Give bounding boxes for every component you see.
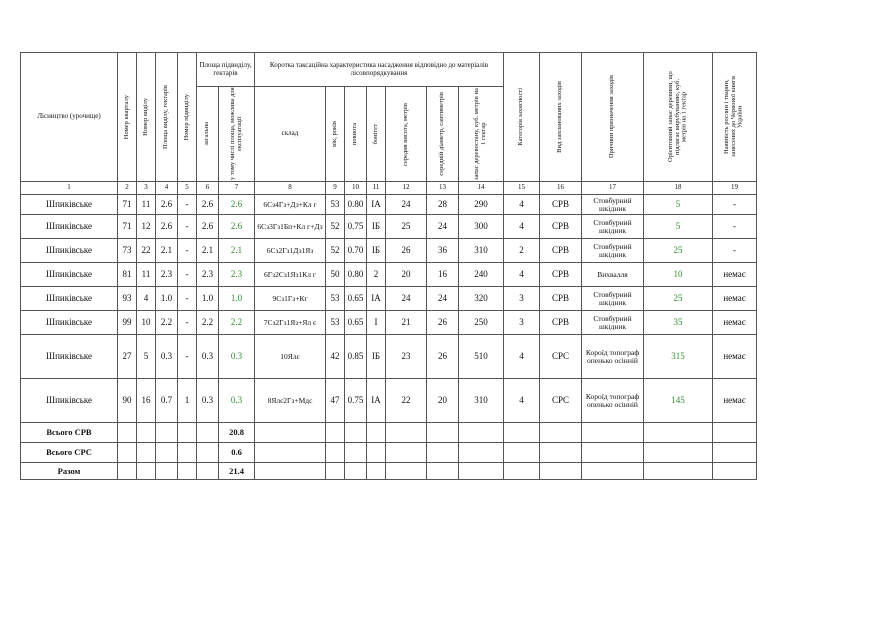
- cell-vyd-zakhodu: СРВ: [540, 287, 582, 311]
- header-oriientovnyi-zapas: Орієнтовний запас деревини, що підлягає вирубуванню, куб. метрів на 1 гектар: [666, 71, 688, 163]
- cell-vyd-zakhodu: СРВ: [540, 263, 582, 287]
- cell-sklad: 6Гз2Сз1Яз1Кл г: [255, 263, 326, 287]
- cell-vysota: 20: [386, 263, 427, 287]
- header-zapas: запас деревостану, куб. метрів на 1 гектар: [473, 88, 487, 180]
- cell-katehoriya: 2: [504, 239, 540, 263]
- header-naiavnist: Наявність рослин і тварин, занесених до Червоної книги України: [723, 76, 744, 158]
- cell-vydil: 10: [137, 311, 156, 335]
- cell-naiavnist: -: [713, 239, 757, 263]
- cell-ploshcha-zahalna: 2.6: [197, 215, 219, 239]
- header-vydil-cell: [137, 53, 156, 182]
- column-number: 3: [137, 182, 156, 195]
- cell-diametr: 24: [427, 215, 459, 239]
- column-number: 4: [156, 182, 178, 195]
- cell-bonitet: IБ: [367, 335, 386, 379]
- cell-ploshcha-ekspluatatsii: 0.3: [219, 335, 255, 379]
- cell-vydil: 22: [137, 239, 156, 263]
- cell-zapas: 240: [459, 263, 504, 287]
- cell-vysota: 24: [386, 195, 427, 215]
- cell-sklad: 10Ялє: [255, 335, 326, 379]
- cell-vydil: 16: [137, 379, 156, 423]
- cell-prychyny: Стовбурний шкідник: [582, 287, 644, 311]
- cell-diametr: 36: [427, 239, 459, 263]
- cell-povnota: 0.70: [345, 239, 367, 263]
- header-serednii-diametr-cell: [427, 87, 459, 182]
- cell-naiavnist: немає: [713, 287, 757, 311]
- cell-ploshcha-ekspluatatsii: 2.3: [219, 263, 255, 287]
- cell-vydil: 4: [137, 287, 156, 311]
- cell-zapas: 310: [459, 379, 504, 423]
- header-kvartal: Номер кварталу: [122, 94, 130, 140]
- header-u-tomu-chysli-cell: [219, 87, 255, 182]
- cell-bonitet: IБ: [367, 239, 386, 263]
- cell-oriientovnyi-zapas: 145: [644, 379, 713, 423]
- cell-kvartal: 93: [118, 287, 137, 311]
- data-rows: [21, 195, 757, 423]
- column-number: 8: [255, 182, 326, 195]
- header-zapas-cell: [459, 87, 504, 182]
- cell-sklad: 6Сз2Гз1Дз1Яз: [255, 239, 326, 263]
- column-number: 14: [459, 182, 504, 195]
- cell-oriientovnyi-zapas: 5: [644, 195, 713, 215]
- header-povnota-cell: [345, 87, 367, 182]
- header-ploshcha-pidvydilu: Площа підвиділу, гектарів: [197, 53, 255, 87]
- cell-bonitet: I: [367, 311, 386, 335]
- cell-vysota: 21: [386, 311, 427, 335]
- cell-pidvydil: -: [178, 239, 197, 263]
- total-row-srv: [21, 423, 757, 443]
- cell-vyd-zakhodu: СРВ: [540, 239, 582, 263]
- cell-vyd-zakhodu: СРВ: [540, 195, 582, 215]
- cell-zapas: 290: [459, 195, 504, 215]
- header-vydil: Номер виділу: [141, 98, 149, 136]
- cell-ploshcha-ekspluatatsii: 2.1: [219, 239, 255, 263]
- cell-vydil: 11: [137, 195, 156, 215]
- header-oriientovnyi-zapas-cell: [644, 53, 713, 182]
- cell-vik: 53: [326, 287, 345, 311]
- cell-kvartal: 27: [118, 335, 137, 379]
- table-row: [21, 335, 757, 379]
- cell-vyd-zakhodu: СРС: [540, 335, 582, 379]
- cell-sklad: 6Сз4Гз+Дз+Кл г: [255, 195, 326, 215]
- cell-oriientovnyi-zapas: 5: [644, 215, 713, 239]
- cell-pidvydil: -: [178, 195, 197, 215]
- cell-ploshcha-vydilu: 2.6: [156, 195, 178, 215]
- cell-bonitet: IА: [367, 195, 386, 215]
- cell-vydil: 5: [137, 335, 156, 379]
- total-label: Всього СРС: [21, 443, 118, 463]
- cell-kvartal: 81: [118, 263, 137, 287]
- header-serednii-diametr: середній діаметр, сантиметрів: [438, 92, 446, 176]
- cell-vysota: 23: [386, 335, 427, 379]
- cell-vik: 53: [326, 311, 345, 335]
- header-ploshcha-vydilu: Площа виділу, гектарів: [162, 85, 170, 149]
- cell-katehoriya: 3: [504, 287, 540, 311]
- total-value: 20.8: [219, 423, 255, 443]
- cell-katehoriya: 4: [504, 263, 540, 287]
- column-number: 10: [345, 182, 367, 195]
- cell-zapas: 250: [459, 311, 504, 335]
- cell-pidvydil: -: [178, 215, 197, 239]
- logging-plan-table: [20, 52, 757, 480]
- cell-oriientovnyi-zapas: 25: [644, 239, 713, 263]
- cell-ploshcha-vydilu: 1.0: [156, 287, 178, 311]
- cell-naiavnist: немає: [713, 311, 757, 335]
- cell-sklad: 7Сз2Гз1Яз+Ял є: [255, 311, 326, 335]
- header-pidvydil: Номер підвиділу: [182, 93, 190, 141]
- table-row: [21, 195, 757, 215]
- header-lisnytstvo: Лісництво (урочище): [21, 53, 118, 182]
- cell-ploshcha-zahalna: 2.6: [197, 195, 219, 215]
- header-prychyny: Причини призначення заходів: [608, 75, 616, 159]
- total-label: Всього СРВ: [21, 423, 118, 443]
- cell-vik: 52: [326, 239, 345, 263]
- cell-bonitet: IА: [367, 287, 386, 311]
- document-sheet: [20, 52, 757, 480]
- cell-povnota: 0.80: [345, 263, 367, 287]
- cell-vyd-zakhodu: СРС: [540, 379, 582, 423]
- cell-kvartal: 71: [118, 215, 137, 239]
- column-number: 12: [386, 182, 427, 195]
- cell-ploshcha-vydilu: 2.1: [156, 239, 178, 263]
- cell-vyd-zakhodu: СРВ: [540, 215, 582, 239]
- total-label: Разом: [21, 463, 118, 480]
- cell-lisnytstvo: Шпиківське: [21, 215, 118, 239]
- cell-ploshcha-vydilu: 2.6: [156, 215, 178, 239]
- cell-ploshcha-ekspluatatsii: 0.3: [219, 379, 255, 423]
- cell-pidvydil: -: [178, 311, 197, 335]
- cell-lisnytstvo: Шпиківське: [21, 263, 118, 287]
- cell-diametr: 28: [427, 195, 459, 215]
- cell-lisnytstvo: Шпиківське: [21, 379, 118, 423]
- cell-ploshcha-ekspluatatsii: 1.0: [219, 287, 255, 311]
- cell-prychyny: Вихвалля: [582, 263, 644, 287]
- cell-pidvydil: -: [178, 335, 197, 379]
- header-kvartal-cell: [118, 53, 137, 182]
- column-number: 2: [118, 182, 137, 195]
- cell-prychyny: Стовбурний шкідник: [582, 311, 644, 335]
- cell-vydil: 12: [137, 215, 156, 239]
- cell-zapas: 300: [459, 215, 504, 239]
- column-number: 15: [504, 182, 540, 195]
- column-number: 9: [326, 182, 345, 195]
- cell-zapas: 310: [459, 239, 504, 263]
- cell-bonitet: IА: [367, 379, 386, 423]
- cell-vysota: 22: [386, 379, 427, 423]
- header-katehoriya-cell: [504, 53, 540, 182]
- table-row: [21, 311, 757, 335]
- cell-naiavnist: -: [713, 215, 757, 239]
- header-bonitet: бонітет: [371, 123, 379, 145]
- column-number: 17: [582, 182, 644, 195]
- header-taksatsiya: Коротка таксаційна характеристика насадження відповідно до матеріалів лісовпорядкування: [255, 53, 504, 87]
- cell-vydil: 11: [137, 263, 156, 287]
- table-row: [21, 379, 757, 423]
- cell-vik: 53: [326, 195, 345, 215]
- cell-lisnytstvo: Шпиківське: [21, 335, 118, 379]
- cell-naiavnist: немає: [713, 335, 757, 379]
- cell-vik: 42: [326, 335, 345, 379]
- cell-povnota: 0.65: [345, 287, 367, 311]
- header-sklad: склад: [255, 87, 326, 182]
- cell-bonitet: IБ: [367, 215, 386, 239]
- cell-oriientovnyi-zapas: 35: [644, 311, 713, 335]
- cell-vysota: 26: [386, 239, 427, 263]
- table-row: [21, 287, 757, 311]
- cell-ploshcha-zahalna: 0.3: [197, 379, 219, 423]
- cell-povnota: 0.85: [345, 335, 367, 379]
- cell-povnota: 0.75: [345, 379, 367, 423]
- total-value: 0.6: [219, 443, 255, 463]
- cell-kvartal: 99: [118, 311, 137, 335]
- cell-lisnytstvo: Шпиківське: [21, 287, 118, 311]
- cell-katehoriya: 3: [504, 311, 540, 335]
- header-povnota: повнота: [351, 122, 359, 146]
- cell-prychyny: Стовбурний шкідник: [582, 195, 644, 215]
- header-prychyny-cell: [582, 53, 644, 182]
- cell-vik: 52: [326, 215, 345, 239]
- cell-naiavnist: немає: [713, 263, 757, 287]
- column-number: 6: [197, 182, 219, 195]
- cell-zapas: 320: [459, 287, 504, 311]
- column-number: 18: [644, 182, 713, 195]
- header-bonitet-cell: [367, 87, 386, 182]
- column-number: 11: [367, 182, 386, 195]
- cell-kvartal: 90: [118, 379, 137, 423]
- cell-lisnytstvo: Шпиківське: [21, 195, 118, 215]
- cell-ploshcha-zahalna: 0.3: [197, 335, 219, 379]
- cell-naiavnist: немає: [713, 379, 757, 423]
- header-zahalna: загальна: [203, 122, 211, 146]
- cell-diametr: 20: [427, 379, 459, 423]
- header-katehoriya: Категорія захисності: [517, 88, 525, 146]
- header-vik-cell: [326, 87, 345, 182]
- cell-bonitet: 2: [367, 263, 386, 287]
- cell-prychyny: Стовбурний шкідник: [582, 215, 644, 239]
- header-vik: вік, років: [330, 121, 338, 147]
- table-row: [21, 263, 757, 287]
- cell-ploshcha-vydilu: 2.2: [156, 311, 178, 335]
- cell-prychyny: Короїд топограф опенько осінній: [582, 379, 644, 423]
- cell-ploshcha-vydilu: 0.3: [156, 335, 178, 379]
- cell-lisnytstvo: Шпиківське: [21, 311, 118, 335]
- column-number: 13: [427, 182, 459, 195]
- cell-pidvydil: -: [178, 287, 197, 311]
- header-ploshcha-vydilu-cell: [156, 53, 178, 182]
- header-pidvydil-cell: [178, 53, 197, 182]
- cell-oriientovnyi-zapas: 25: [644, 287, 713, 311]
- cell-naiavnist: -: [713, 195, 757, 215]
- header-naiavnist-cell: [713, 53, 757, 182]
- column-number: 7: [219, 182, 255, 195]
- cell-kvartal: 71: [118, 195, 137, 215]
- cell-pidvydil: -: [178, 263, 197, 287]
- cell-sklad: 6Сз3Гз1Бп+Кл г+Дз: [255, 215, 326, 239]
- cell-katehoriya: 4: [504, 195, 540, 215]
- cell-sklad: 8Ялє2Гз+Мдс: [255, 379, 326, 423]
- cell-ploshcha-ekspluatatsii: 2.6: [219, 195, 255, 215]
- cell-katehoriya: 4: [504, 335, 540, 379]
- column-number: 1: [21, 182, 118, 195]
- header-u-tomu-chysli: у тому числі площа, можлива для експлуатації: [228, 87, 243, 181]
- cell-pidvydil: 1: [178, 379, 197, 423]
- cell-ploshcha-zahalna: 2.1: [197, 239, 219, 263]
- total-value: 21.4: [219, 463, 255, 480]
- header-vyd-zakhodu: Вид запланованих заходів: [556, 81, 564, 153]
- table-row: [21, 215, 757, 239]
- cell-povnota: 0.75: [345, 215, 367, 239]
- cell-vik: 47: [326, 379, 345, 423]
- cell-diametr: 16: [427, 263, 459, 287]
- cell-diametr: 26: [427, 335, 459, 379]
- cell-sklad: 9Сз1Гз+Кг: [255, 287, 326, 311]
- cell-vysota: 24: [386, 287, 427, 311]
- cell-ploshcha-ekspluatatsii: 2.2: [219, 311, 255, 335]
- cell-prychyny: Короїд топограф опенько осінній: [582, 335, 644, 379]
- cell-oriientovnyi-zapas: 10: [644, 263, 713, 287]
- cell-ploshcha-vydilu: 2.3: [156, 263, 178, 287]
- cell-katehoriya: 4: [504, 215, 540, 239]
- total-row-razom: [21, 463, 757, 480]
- cell-vysota: 25: [386, 215, 427, 239]
- header-row-1: [21, 53, 757, 87]
- cell-prychyny: Стовбурний шкідник: [582, 239, 644, 263]
- cell-ploshcha-vydilu: 0.7: [156, 379, 178, 423]
- cell-ploshcha-zahalna: 1.0: [197, 287, 219, 311]
- cell-ploshcha-zahalna: 2.3: [197, 263, 219, 287]
- cell-lisnytstvo: Шпиківське: [21, 239, 118, 263]
- cell-vik: 50: [326, 263, 345, 287]
- cell-vyd-zakhodu: СРВ: [540, 311, 582, 335]
- header-vyd-zakhodu-cell: [540, 53, 582, 182]
- cell-diametr: 24: [427, 287, 459, 311]
- cell-zapas: 510: [459, 335, 504, 379]
- cell-povnota: 0.80: [345, 195, 367, 215]
- cell-ploshcha-zahalna: 2.2: [197, 311, 219, 335]
- column-number: 19: [713, 182, 757, 195]
- column-number: 16: [540, 182, 582, 195]
- cell-oriientovnyi-zapas: 315: [644, 335, 713, 379]
- cell-povnota: 0.65: [345, 311, 367, 335]
- header-serednia-vysota-cell: [386, 87, 427, 182]
- column-number-row: [21, 182, 757, 195]
- column-number: 5: [178, 182, 197, 195]
- cell-kvartal: 73: [118, 239, 137, 263]
- table-row: [21, 239, 757, 263]
- cell-ploshcha-ekspluatatsii: 2.6: [219, 215, 255, 239]
- total-row-src: [21, 443, 757, 463]
- cell-katehoriya: 4: [504, 379, 540, 423]
- header-zahalna-cell: [197, 87, 219, 182]
- header-serednia-vysota: середня висота, метрів: [401, 102, 409, 166]
- cell-diametr: 26: [427, 311, 459, 335]
